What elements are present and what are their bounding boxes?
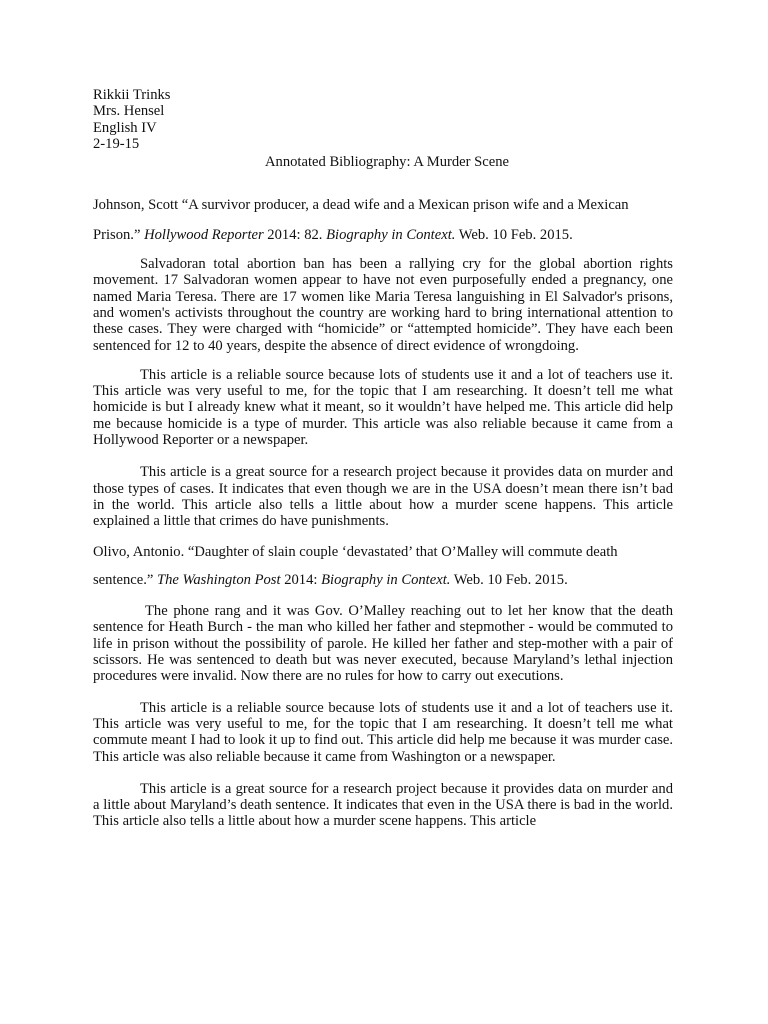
- document-date: 2-19-15: [93, 135, 140, 152]
- student-name: Rikkii Trinks: [93, 87, 171, 103]
- reliability-paragraph: This article is a reliable source because lots of students use it and a lot of teachers use it. This article was very useful to me, for the topic that I am researching. It doesn’t tell me what homicide is but I already knew what it meant, so it wouldn’t have helped me. This article did help me because homicide is a type of murder. This article was also reliable because it came from a Hollywood Reporter or a newspaper.: [93, 366, 673, 449]
- citation-text: Prison.”: [93, 226, 145, 243]
- citation-title-italic: Biography in Context.: [326, 226, 456, 243]
- teacher-name: Mrs. Hensel: [93, 103, 165, 120]
- citation-line: [93, 544, 673, 560]
- document-page: [93, 87, 673, 830]
- summary-paragraph: Salvadoran total abortion ban has been a rallying cry for the global abortion rights movement. 17 Salvadoran women appear to have not even purposefully ended a pregnancy, one named Maria Teresa. There are 17 women like Maria Teresa languishing in El Salvador's prisons, and women's activists throughout the country are working hard to bring international attention to these cases. They were charged with “homicide” or “attempted homicide”. They have each been sentenced for 12 to 40 years, despite the absence of direct evidence of wrongdoing.: [93, 256, 673, 354]
- citation-text: sentence.”: [93, 571, 158, 588]
- bibliography-entry-johnson: [93, 197, 673, 529]
- bibliography-entry-olivo: [93, 544, 673, 830]
- citation-text: Web. 10 Feb. 2015.: [450, 571, 568, 588]
- citation-line: [93, 227, 673, 243]
- citation-text: Olivo, Antonio. “Daughter of slain couple ‘devastated’ that O’Malley will commute death: [93, 543, 618, 560]
- citation-line: [93, 572, 673, 588]
- document-title: Annotated Bibliography: A Murder Scene: [265, 154, 509, 171]
- usefulness-paragraph: This article is a great source for a research project because it provides data on murder and a little about Maryland’s death sentence. It indicates that even in the USA there is bad in the world. This article also tells a little about how a murder scene happens. This article: [93, 780, 673, 830]
- citation-title-italic: Biography in Context.: [321, 571, 451, 588]
- citation-text: 2014:: [280, 571, 322, 588]
- summary-paragraph: The phone rang and it was Gov. O’Malley reaching out to let her know that the death sentence for Heath Burch - the man who killed her father and stepmother - would be commuted to life in prison without the possibility of parole. He killed her father and step-mother with a pair of scissors. He was sentenced to death but was never executed, because Maryland’s lethal injection procedures were invalid. Now there are no rules for how to carry out executions.: [93, 603, 673, 685]
- citation-text: Johnson, Scott “A survivor producer, a dead wife and a Mexican prison wife and a Mexican: [93, 197, 629, 214]
- citation-title-italic: Hollywood Reporter: [144, 226, 264, 243]
- citation-line: [93, 197, 673, 213]
- citation-text: 2014: 82.: [263, 226, 327, 243]
- course-name: English IV: [93, 119, 157, 136]
- citation-text: Web. 10 Feb. 2015.: [455, 226, 573, 243]
- reliability-paragraph: This article is a reliable source because lots of students use it and a lot of teachers use it. This article was very useful to me, for the topic that I am researching. It doesn’t tell me what commute meant I had to look it up to find out. This article did help me because it was murder case. This article was also reliable because it came from Washington or a newspaper.: [93, 699, 673, 765]
- usefulness-paragraph: This article is a great source for a research project because it provides data on murder and those types of cases. It indicates that even though we are in the USA doesn’t mean there isn’t bad in the world. This article also tells a little about how a murder scene happens. This article explained a little that crimes do have punishments.: [93, 464, 673, 530]
- citation-title-italic: The Washington Post: [157, 571, 281, 588]
